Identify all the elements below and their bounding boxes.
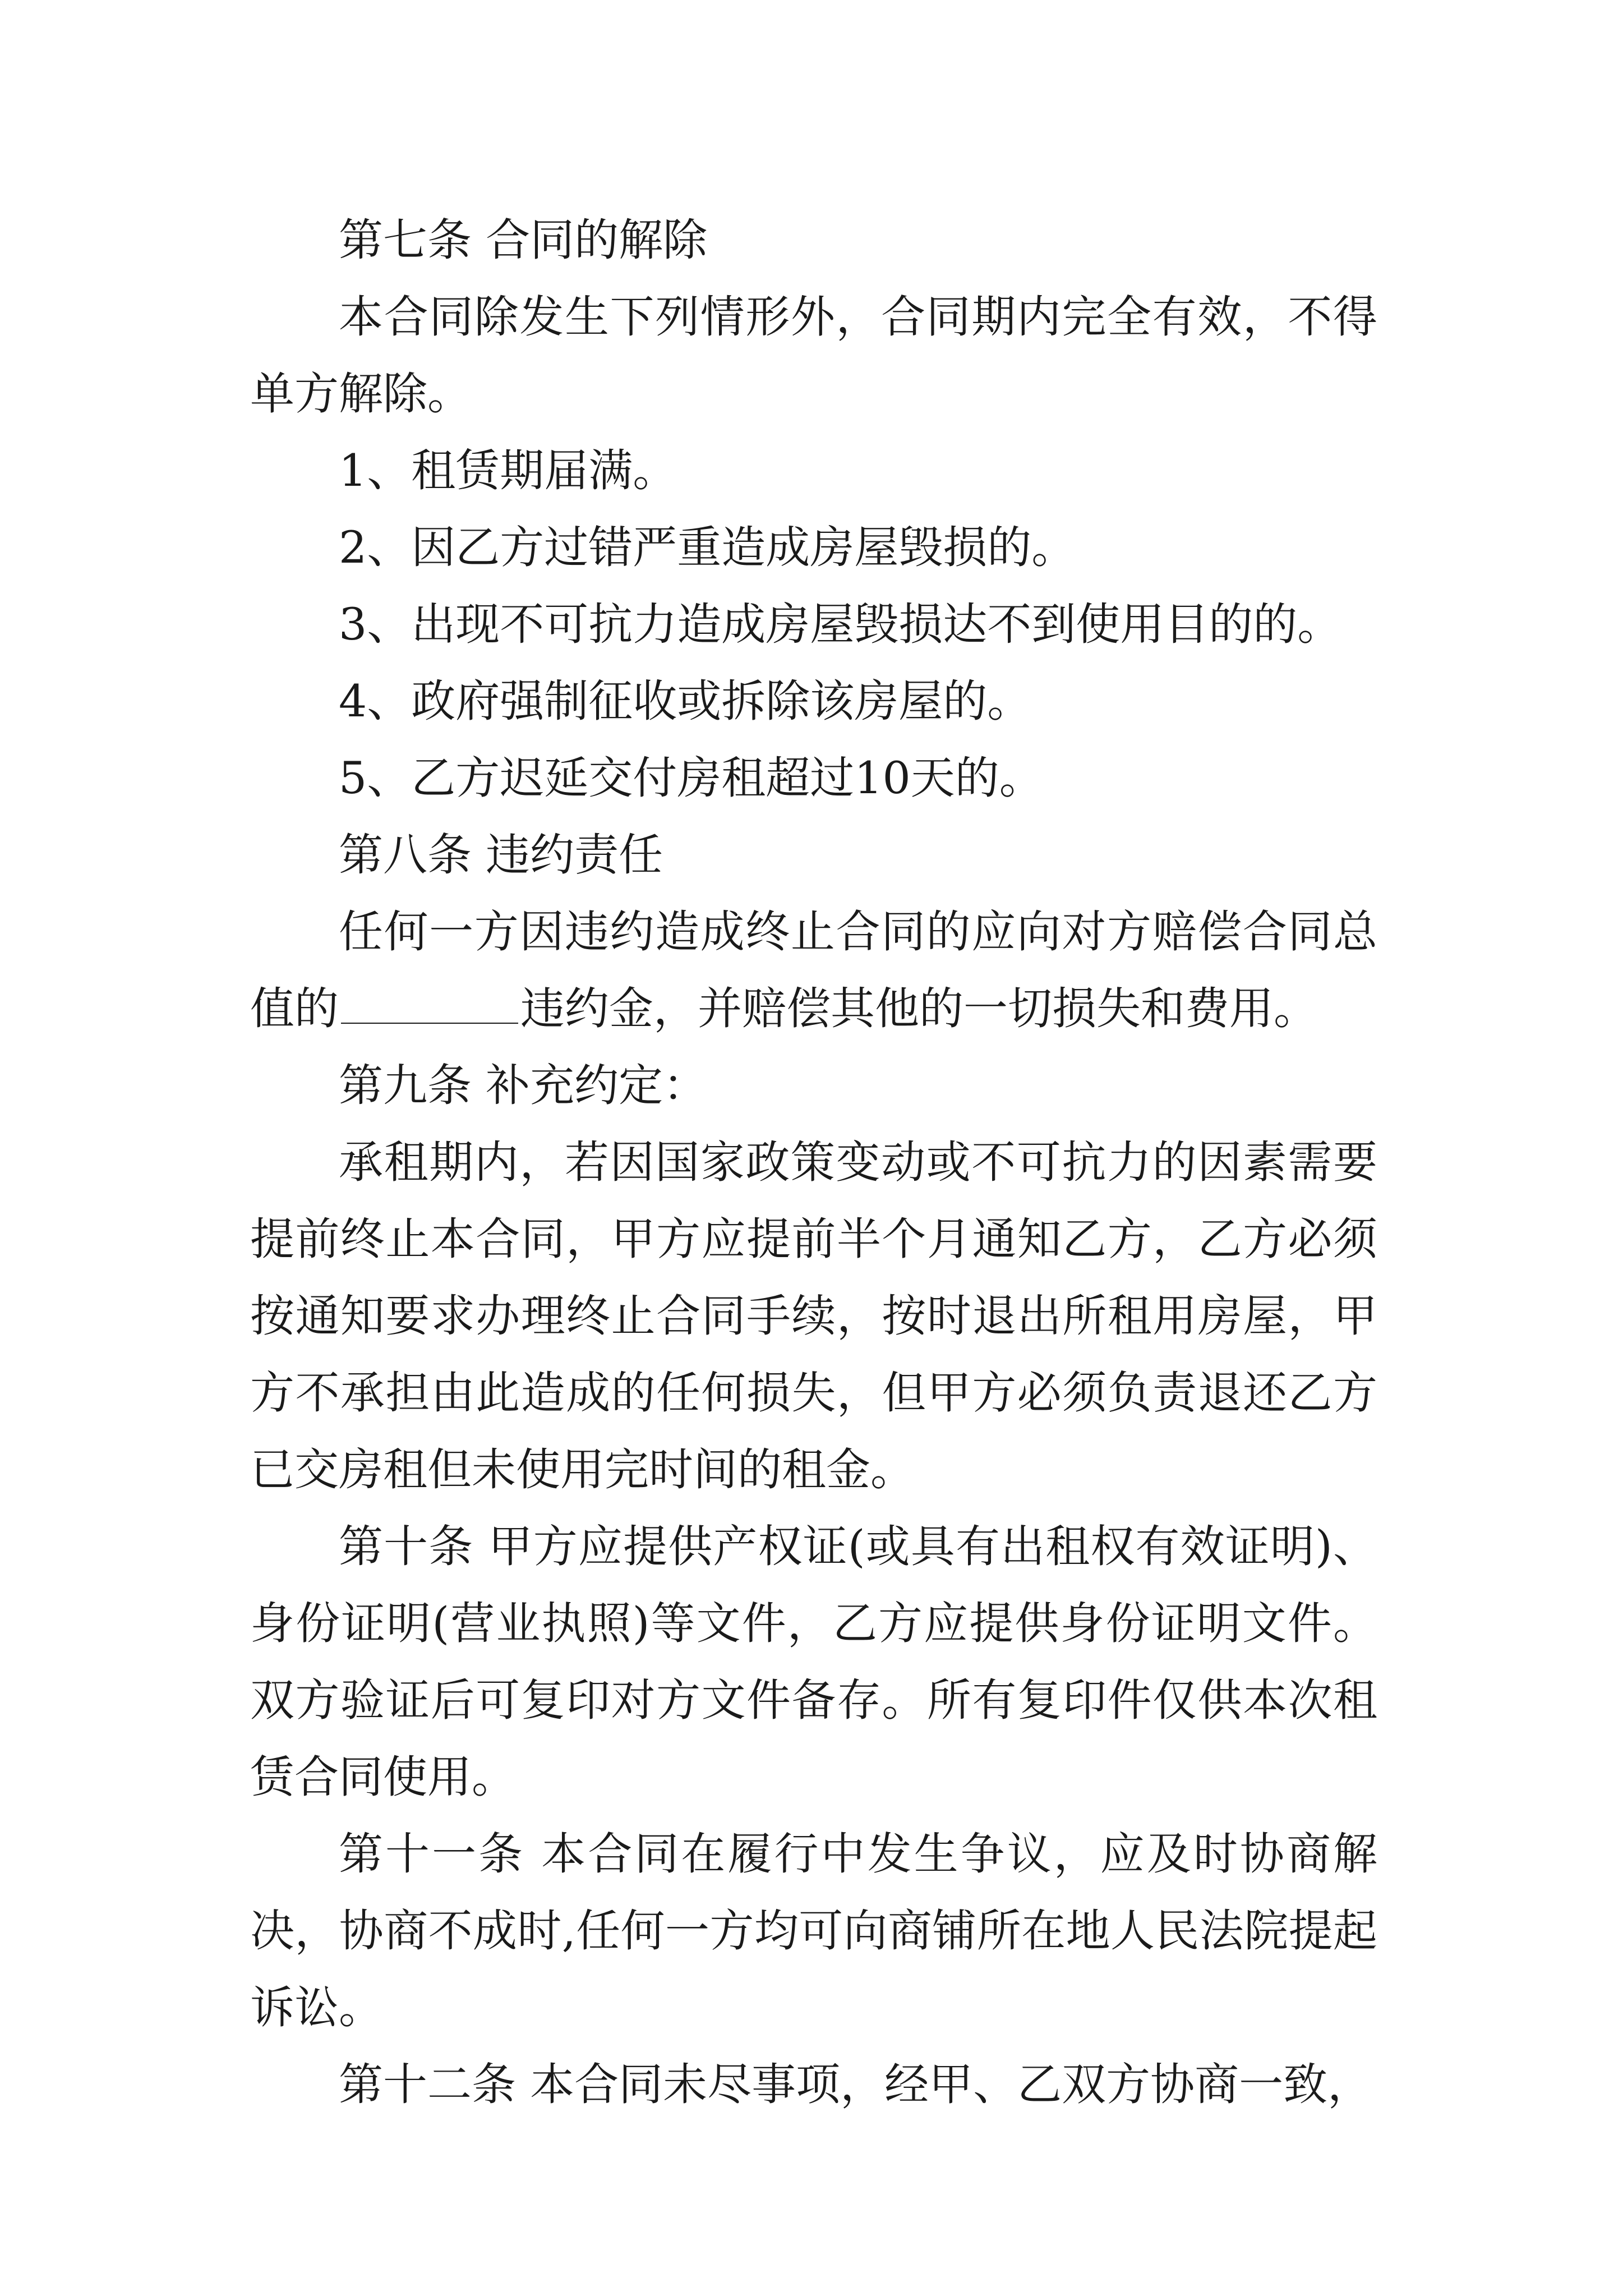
article-7-heading: 第七条 合同的解除 [339,214,708,266]
article-9-body: 承租期内，若因国家政策变动或不可抗力的因素需要提前终止本合同，甲方应提前半个月通知乙方，乙方必须按通知要求办理终止合同手续，按时退出所租用房屋，甲方不承担由此造成的任何损失，但甲方必须负责退还乙方已交房租但未使用完时间的租金。 [250,1137,1377,1496]
article-7-item-2: 2、因乙方过错严重造成房屋毁损的。 [339,522,1076,573]
article-7-item-1: 1、租赁期届满。 [339,445,677,496]
article-11: 第十一条 本合同在履行中发生争议，应及时协商解决，协商不成时,任何一方均可向商铺所在地人民法院提起诉讼。 [250,1828,1377,2033]
article-12: 第十二条 本合同未尽事项，经甲、乙双方协商一致， [339,2059,1372,2110]
article-7-item-5: 5、乙方迟延交付房租超过10天的。 [339,752,1044,804]
article-7-item-3: 3、出现不可抗力造成房屋毁损达不到使用目的的。 [339,599,1342,650]
article-8-body [250,894,1377,1047]
article-8-text-after-blank: 违约金，并赔偿其他的一切损失和费用。 [520,983,1318,1034]
article-7-body: 本合同除发生下列情形外，合同期内完全有效，不得单方解除。 [250,291,1377,420]
article-7-item-4: 4、政府强制征收或拆除该房屋的。 [339,675,1032,727]
article-8-text-before-blank: 任何一方因违约造成终止合同的应向对方赔偿合同总值的 [250,906,1377,1034]
document-body [250,202,1377,2123]
article-8-heading: 第八条 违约责任 [339,829,663,881]
article-10: 第十条 甲方应提供产权证(或具有出租权有效证明)、身份证明(营业执照)等文件，乙方应提供身份证明文件。双方验证后可复印对方文件备存。所有复印件仅供本次租赁合同使用。 [250,1521,1377,1803]
fill-in-blank [341,1017,518,1024]
article-9-heading: 第九条 补充约定： [339,1060,708,1111]
